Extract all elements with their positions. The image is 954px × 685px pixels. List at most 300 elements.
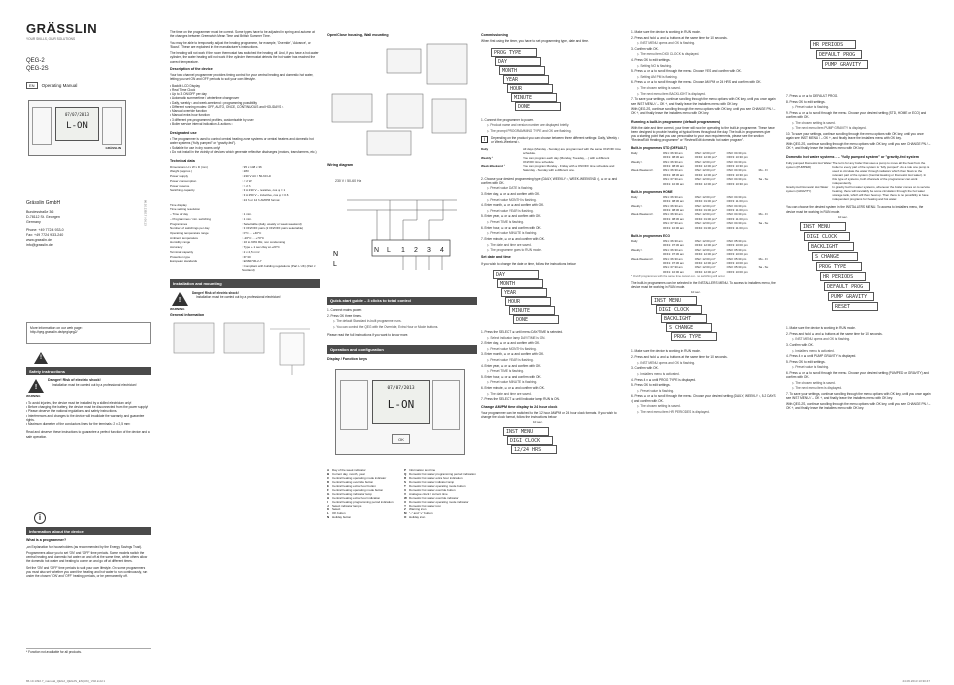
list-item: 3. Confirm with OK. — [631, 46, 659, 51]
info-device-p1: „an Explanation for householders (as recommended by the Energy Savings Trust). — [26, 544, 143, 549]
quick-start-steps — [327, 308, 477, 329]
device-left-panel — [32, 107, 52, 145]
model-name-1: QEG-2 — [26, 58, 45, 64]
key-letter: L — [327, 511, 329, 516]
programme-cell: Sa - Su — [758, 265, 769, 270]
key-description: Analogue clock / current time — [409, 491, 448, 496]
menu-item: BACKLIGHT — [661, 314, 707, 323]
installer-menu-diagram — [631, 291, 776, 349]
intro-p3: The heating will not work if the room thermostat has switched the heating off. And, if you have a hot-water cylinder, the water heating will not work if the cylinder thermostat detects the hot water has reached the correct temperature. — [170, 51, 319, 64]
terminal-n: N — [374, 246, 380, 254]
footer-right: 24.06.2013 13:30:47 — [902, 679, 930, 683]
key-description: Central heating operating mode indicator — [332, 475, 387, 480]
programme-cell: OFF2: 12:00 pm* — [694, 181, 717, 186]
eco-programme-title: Built-in programmes ECO — [631, 233, 670, 238]
key-letter: Q — [404, 471, 407, 476]
list-item: • To avoid injuries, the device must be installed by a skilled electrician only! — [26, 401, 151, 405]
brand-logo — [26, 20, 97, 41]
pump-gravity-menu-diagram — [786, 216, 931, 326]
programme-cell: Daily — [631, 238, 638, 243]
company-block — [26, 200, 64, 248]
device-illustration-large — [335, 369, 465, 455]
general-info-illustration — [170, 319, 315, 379]
menu-item: MONTH — [497, 279, 543, 288]
type-description: You can program Monday - Friday with a ON/OFF time schedule and Saturday - Sunday with a different one. — [523, 164, 615, 173]
programme-cell: ON2: 12:00 pm* — [694, 203, 716, 208]
set-date-time-intro: If you wish to change the date or time, follow the instructions below: — [481, 261, 577, 266]
key-letter: B — [327, 471, 330, 476]
list-item: ▷ You can control the QEG with the Override, Extra Hour or Mode buttons. — [333, 325, 439, 329]
tech-value: : 1 min. — [242, 212, 252, 217]
tech-label: Power consumption — [170, 178, 197, 183]
programme-cell: Week-Weekend ¹ — [631, 212, 654, 217]
type-name: Daily — [481, 146, 489, 151]
device-lcd-large — [372, 380, 430, 424]
info-device-p3: Set the 'ON' and 'OFF' time periods to suit your own lifestyle. On some programmers you must also set whether you want the heating and hot water to run continuously, run under the chosen 'ON' and 'OFF' heating periods, or be permanently off. — [26, 565, 148, 579]
function-keys-list — [327, 469, 477, 520]
key-letter: H — [327, 495, 330, 500]
programme-cell: ON3: 05:30 pm — [726, 265, 747, 270]
key-description: Domestic hot water icon — [409, 503, 442, 508]
key-description: Central heating override button — [332, 479, 374, 484]
key-letter: S — [404, 479, 407, 484]
programme-cell: Mo - Fr — [758, 212, 768, 217]
menu-item: DONE — [513, 315, 559, 324]
list-item: ▷ Preset value MINUTE is flashing. — [487, 380, 538, 385]
programme-cell: ON2: 12:00 pm* — [694, 265, 716, 270]
eco-programme-table — [631, 240, 776, 275]
list-item: 2. Press and hold ⊖ and ⊕ buttons at the same time for 10 seconds. — [631, 355, 728, 360]
tech-label — [170, 265, 242, 274]
menu-item: DIGI CLOCK — [656, 305, 702, 314]
safety-section — [26, 352, 151, 441]
list-item: 7. To save your settings, continue scrolling through the menu options with OK key, until you once again see INST MENU / – OK +, and finally leave the installers menu with OK key. — [786, 392, 931, 401]
device-brand-mark: GRÄSSLIN — [105, 146, 121, 151]
list-item: • Do not install in the vicinity of devices which generate reflective discharges (motors, transformers, etc.) — [170, 150, 320, 154]
type-description: You can program each day (Monday, Tuesday, ...) with a different ON/OFF time schedule — [523, 155, 610, 164]
warning-triangle-icon: ! — [34, 352, 48, 364]
list-item: 7. To save your settings, continue scrolling through the menu options with OK key, until you once again see INST MENU / – OK +, and finally leave the installers menu with OK key. — [631, 97, 776, 106]
device-left-buttons[interactable] — [340, 380, 368, 430]
type-name: Week-Weekend ¹ — [481, 164, 505, 169]
info-device-section — [26, 512, 151, 581]
programme-cell: Mo - Fr — [758, 256, 768, 261]
key-letter: E — [327, 483, 330, 488]
list-item: ▷ Select indicator lamp DAY/TIME is ON. — [487, 335, 546, 340]
key-description: Domestic hot water operating mode button — [409, 483, 466, 488]
programme-cell: OFF3: 10:00 pm — [726, 269, 748, 274]
list-item: 3. Enter month, ⊖ or ⊕ and confirm with OK. — [481, 352, 545, 357]
programme-note: * On/off programmes with the same time cancel out - no switching will occur. — [631, 273, 726, 278]
more-info-text: More information on our web page: — [30, 326, 83, 330]
tech-value: : 2 x 2,5 mm² — [242, 249, 260, 254]
programme-cell: ON2: 12:00 pm* — [694, 177, 716, 182]
logo-tagline: YOUR SKILLS, OUR SOLUTIONS — [26, 37, 76, 42]
programme-cell: Weekly ¹ — [631, 159, 643, 164]
list-item: ▷ The chosen setting is saved. — [792, 380, 836, 385]
tech-table — [170, 165, 320, 273]
key-letter: V — [404, 491, 407, 496]
key-letter: Z — [404, 507, 406, 512]
date-time-menu-diagram — [481, 268, 621, 330]
warning-label: WARNING — [170, 306, 185, 311]
key-letter: Y — [404, 503, 407, 508]
menu-item: RESET — [832, 302, 878, 311]
key-letter: N — [327, 515, 330, 520]
key-description: Domestic hot water extra hour indication — [409, 475, 463, 480]
programme-cell: ON2: 12:00 pm* — [694, 238, 716, 243]
info-device-question: What is a programmer? — [26, 538, 67, 543]
programme-cell: ON2: 12:00 pm* — [694, 212, 716, 217]
display-title: Display / Function keys — [327, 356, 367, 361]
tech-label: – Time of day — [170, 212, 189, 217]
dhw-table — [786, 161, 931, 202]
side-code: 86.10.1392.7 / 06.13 — [143, 200, 148, 226]
menu-item: DIGI CLOCK — [804, 232, 850, 241]
menu-item: HR PERIODS — [820, 272, 866, 281]
programme-cell: ON2: 12:00 pm* — [694, 168, 716, 173]
company-address-3: Germany — [26, 220, 41, 225]
tech-value: : 3 A 250 V ~ inductive, cos φ = 0.6 — [242, 193, 289, 198]
key-letter: J — [327, 503, 329, 508]
menu-item: S CHANGE — [666, 323, 712, 332]
footnote: * Function not available for all products. — [26, 648, 151, 654]
device-right-panel — [102, 107, 122, 145]
tech-label: Switching capacity — [170, 188, 195, 193]
use-list — [170, 137, 320, 154]
programme-cell: ON3: 04:30 pm — [726, 221, 747, 226]
terminal-l: L — [387, 246, 391, 254]
key-letter: K — [327, 507, 330, 512]
key-letter: G — [327, 491, 330, 496]
list-item: 3. Confirm with OK. — [786, 342, 814, 347]
default-prog-steps — [786, 94, 931, 150]
tech-label: Weight (approx.) — [170, 169, 193, 174]
programme-cell: OFF2: 01:00 pm* — [694, 199, 717, 204]
company-web-link[interactable]: www.grasslin.de — [26, 238, 52, 243]
tech-label: Protection type — [170, 254, 191, 259]
terminal-3: 3 — [427, 246, 431, 254]
menu-item: BACKLIGHT — [808, 242, 854, 251]
wiring-diagram — [327, 170, 472, 290]
list-item: 2. Choose your desired programming type (DAILY, WEEKLY ¹, WEEK-WEEKEND ¹), ⊖ or ⊕ and confirm with OK. — [481, 176, 618, 185]
lcd-date: 07/07/2013 — [387, 385, 415, 391]
wiring-n-label: N — [333, 250, 339, 258]
commissioning-steps-1 — [481, 118, 621, 133]
display-figure — [327, 363, 477, 469]
list-item: • Automatic summertime / wintertime changeover — [170, 96, 320, 100]
company-fax: Fax: +49 7724 933-240 — [26, 233, 64, 238]
column-4 — [481, 0, 621, 685]
info-device-title: Information about the device — [26, 527, 151, 535]
device-right-buttons[interactable] — [432, 380, 460, 430]
pump-gravity-steps — [786, 326, 931, 410]
programme-cell: ON2: 12:00 pm* — [694, 256, 716, 261]
list-item: 7. Enter minute, ⊖ or ⊕ and confirm with OK. — [481, 236, 545, 241]
note-text: Depending on the product you can choose between three different settings: Daily, Weekly ¹ or Week-Weekend ¹. — [491, 136, 619, 145]
list-item: ▷ The date and time are saved. — [487, 391, 532, 396]
info-icon: i — [34, 512, 46, 524]
list-item: 3. Enter day, ⊖ or ⊕ and confirm with OK. — [481, 192, 541, 197]
seconds-label: 10 sec. — [691, 290, 701, 295]
seconds-label: 10 sec. — [838, 215, 848, 220]
programme-cell: OFF3: 10:30 pm — [726, 155, 748, 160]
programme-cell: OFF3: 11:00 pm — [726, 216, 748, 221]
feature-list — [170, 84, 320, 126]
wiring-voltage-label: 230 V / 50-60 Hz — [335, 178, 362, 183]
programme-cell: OFF3: 11:00 pm — [726, 199, 748, 204]
key-description: Holiday icon — [409, 515, 426, 520]
tech-label: Operating temperature range — [170, 230, 209, 235]
programme-cell: Mo - Fr — [758, 168, 768, 173]
key-description: OK button — [332, 511, 346, 516]
tech-value: : Type + 1 sec./day at +20°C — [242, 245, 280, 250]
set-date-time-steps — [481, 330, 621, 402]
programme-cell: OFF2: 12:00 pm* — [694, 172, 717, 177]
list-item: • Before changing the battery, the device must be disconnected from the power supply! — [26, 405, 151, 409]
menu-item: DEFAULT PROG — [824, 282, 870, 291]
key-description: Day of the week indicator — [332, 467, 366, 472]
programme-cell: Sa - Su — [758, 221, 769, 226]
tech-label: Dimensions H x W x D (mm) — [170, 164, 208, 169]
programme-cell: OFF3: 11:00 pm — [726, 225, 748, 230]
programme-cell: ON3: 04:30 pm — [726, 177, 747, 182]
programme-cell: ON2: 12:00 pm* — [694, 247, 716, 252]
key-description: Central heating programming period indication — [332, 499, 394, 504]
more-info-link[interactable]: http://qeg.grasslin.de/qeg/qeg2/ — [30, 330, 78, 335]
column-2 — [170, 0, 320, 685]
programme-cell: Weekly ¹ — [631, 203, 643, 208]
menu-item: MINUTE — [509, 306, 555, 315]
tech-label: Time display — [170, 202, 187, 207]
set-date-time-title: Set date and time — [481, 255, 511, 260]
model-block — [26, 58, 49, 74]
install-warning-text: Installation must be carried out by a professional electrician! — [196, 294, 281, 299]
programme-cell: OFF2: 12:00 pm* — [694, 269, 717, 274]
installer-menu-intro: The built-in programmes can be selected in the INSTALLERS MENU. To access to installers menu, the device must be working in RUN mode. — [631, 280, 776, 290]
key-letter: W — [404, 495, 407, 500]
programme-cell: Daily — [631, 150, 638, 155]
tech-title: Technical data — [170, 159, 195, 164]
key-letter: X — [404, 499, 407, 504]
list-item: ▷ The next menu item BACKLIGHT is displayed. — [637, 91, 706, 96]
tech-label: Power supply — [170, 174, 189, 179]
seconds-label: 10 sec. — [533, 420, 543, 425]
column-3 — [327, 0, 477, 685]
programme-cell: OFF1: 10:00 am — [662, 181, 684, 186]
key-description: Central heating indicator lamp — [332, 491, 372, 496]
list-item: 4. Press 4 x ⊕ until PROG TYPE is displayed. — [631, 377, 696, 382]
tech-value: : 230 V AC / 50-60 Hz — [242, 174, 272, 179]
key-description: "–" and "+" button — [409, 511, 433, 516]
list-item: 8. Press OK to edit settings. — [786, 99, 826, 104]
company-email-link[interactable]: info@grasslin.de — [26, 243, 53, 248]
list-item: ▷ Preset value MINUTE is flashing. — [487, 231, 538, 236]
menu-item: DAY — [495, 57, 541, 66]
key-description: Domestic hot water indicator lamp — [409, 479, 455, 484]
menu-item: S CHANGE — [812, 252, 858, 261]
menu-item: HR PERIODS — [810, 40, 856, 49]
company-address-1: Bundesstraße 36 — [26, 210, 54, 214]
programme-cell: ON3: 04:30 pm — [726, 212, 747, 217]
programme-cell: ON1: 06:30 am — [662, 247, 683, 252]
company-name: Grässlin GmbH — [26, 200, 61, 206]
list-item: 5. Press OK to edit settings. — [631, 383, 671, 388]
tech-value: : EN60730-2-7 — [242, 259, 262, 264]
list-item: ▷ Preset TIME is flashing. — [487, 369, 524, 374]
key-letter: F — [327, 487, 329, 492]
programme-cell: OFF3: 10:00 pm — [726, 243, 748, 248]
open-housing-title: Open/Close housing, Wall mounting — [327, 33, 389, 37]
home-programme-title: Built-in programmes HOME — [631, 189, 673, 194]
list-item: • Manual extra hour function — [170, 113, 320, 117]
key-description: Domestic hot water override indicator — [409, 495, 459, 500]
list-item: • Backlit LCD Display — [170, 84, 320, 88]
programme-cell: ON1: 06:30 am — [662, 168, 683, 173]
more-info-box — [26, 322, 151, 344]
terminal-1: 1 — [401, 246, 405, 254]
lcd-status: L-ON — [66, 121, 88, 132]
install-warning-title: Danger! Risk of electric shock! — [192, 290, 239, 295]
menu-item: HOUR — [505, 297, 551, 306]
programme-cell: ON1: 06:30 am — [662, 256, 683, 261]
key-description: Warning icon — [409, 507, 427, 512]
list-item: ▷ The default Standard in-built programme runs. — [333, 319, 402, 324]
programme-cell: ON3: 04:30 pm — [726, 159, 747, 164]
programme-cell: OFF2: 12:00 pm* — [694, 252, 717, 257]
programme-cell: OFF3: 11:00 pm — [726, 208, 748, 213]
menu-item: DAY — [493, 270, 539, 279]
list-item: 5. Enter year, ⊖ or ⊕ and confirm with OK. — [481, 214, 542, 219]
company-address-2: D-78112 St. Georgen — [26, 215, 60, 220]
list-item: ▷ The next menu item is displayed. — [792, 386, 842, 391]
list-item: ▷ The chosen setting is saved. — [792, 120, 836, 125]
key-description: Central heating extra hour indication — [332, 495, 381, 500]
menu-item: YEAR — [501, 288, 547, 297]
dhw-system-name: Gravity-fed Domestic Hot Water system (GRAVITY) — [786, 185, 829, 194]
programme-cell: ON3: 05:30 pm — [726, 247, 747, 252]
tech-value: : > 2 h — [242, 183, 251, 188]
list-item: 6. Press ⊖ or ⊕ to scroll through the menu. Choose your desired setting (DAILY, WEEKLY ¹, 5-2 DAYS ¹) and confirm with OK. — [631, 394, 776, 403]
dhw-title: Domestic hot water systems - – "fully pumped system" or "gravity-fed system — [786, 155, 919, 160]
general-info-title: General information — [170, 312, 205, 317]
key-description: Central heating extra hour button — [332, 483, 376, 488]
desc-text: Your two channel programmer provides timing control for your central heating and domestic hot water, letting you set ON and OFF periods to suit your own lifestyle. — [170, 73, 314, 82]
list-item: • Suitable for use in dry rooms only! — [170, 146, 320, 150]
programme-cell: ON1: 07:30 am — [662, 265, 683, 270]
list-item: 2. Press and hold ⊖ and ⊕ buttons at the same time for 10 seconds. — [631, 35, 728, 40]
language-badge: EN — [26, 82, 38, 89]
programme-cell: ON1: 06:30 am — [662, 238, 683, 243]
programme-cell — [631, 226, 663, 230]
list-item: ▷ Setting NO is flashing. — [637, 63, 672, 68]
tech-label: Power reserve — [170, 183, 190, 188]
builtin-programme-title: Running a built-in programme (default programmes) — [631, 119, 721, 124]
tech-label: Ambient temperature — [170, 235, 199, 240]
key-description: Information text line — [409, 467, 436, 472]
home-programme-table — [631, 196, 776, 231]
list-item: 5. Press OK to edit settings. — [786, 359, 826, 364]
tech-label: Terminal capacity — [170, 249, 194, 254]
key-description: Select indicator lamps — [332, 503, 362, 508]
list-item: ▷ The next menu item HR PERIODES is displayed. — [637, 409, 710, 414]
programme-cell: OFF3: 10:30 pm — [726, 181, 748, 186]
list-item: 1. Make sure the device is working in RUN mode. — [786, 326, 856, 331]
type-name: Weekly ¹ — [481, 155, 494, 160]
programme-cell: OFF1: 08:30 am — [662, 216, 684, 221]
list-item: ▷ INST MENU opens and OK is flashing. — [637, 360, 696, 365]
list-item: 4. Enter month, ⊖ or ⊕ and confirm with OK. — [481, 203, 545, 208]
list-item: ▷ INST MENU opens and OK is flashing. — [637, 41, 696, 46]
menu-item: MONTH — [499, 66, 545, 75]
footer-left: 86.10.1392.7_manual_QEG2_QEG2S_EN(UK)_V02.indd 1 — [26, 679, 106, 683]
tech-label: Programmes — [170, 221, 188, 226]
ok-button[interactable]: OK — [392, 434, 410, 444]
programme-cell: Week-Weekend ¹ — [631, 168, 654, 173]
list-item: ▷ Setting AM PM is flashing. — [637, 74, 678, 79]
programme-cell: ON1: 06:30 am — [662, 159, 683, 164]
use-title: Designated use — [170, 130, 197, 135]
menu-item: PUMP GRAVITY — [822, 60, 868, 69]
table-row — [631, 226, 776, 230]
tech-value: : IP 30 — [242, 254, 251, 259]
programme-cell: ON3: 05:30 pm — [726, 238, 747, 243]
tech-label: Accuracy — [170, 245, 183, 250]
tech-label: Number of switchings per day — [170, 226, 210, 231]
list-item: 7. Press the SELECT ⊕ until indicator lamp RUN is ON. — [481, 397, 560, 402]
std-programme-table — [631, 151, 776, 186]
tech-value: : -20°C ... +70°C — [242, 235, 264, 240]
programme-cell: Daily — [631, 194, 638, 199]
key-description: Domestic hot water programming period indication — [409, 471, 476, 476]
commissioning-title: Commissioning — [481, 33, 508, 37]
list-item: ▷ The next menu item PUMP GRAVITY is displayed. — [792, 126, 867, 131]
warning-title: Danger! Risk of electric shock! — [48, 378, 101, 383]
list-item: ▷ Preset TIME is flashing. — [487, 220, 524, 225]
menu-item: PROG TYPE — [671, 332, 717, 341]
key-letter: I — [327, 499, 328, 504]
programme-cell: ON3: 04:30 pm — [726, 168, 747, 173]
builtin-programme-text: With the date and time correct, your timer will now be operating to the built-in programme. These have been designed to provide heating at typical times throughout the day. The built-in programmes give you a starting point that you can personalise to your own requirements, please see the section “Review/Edit Heating programme” or “Review/Edit domestic hot water program”. — [631, 125, 775, 143]
language-row — [26, 82, 77, 89]
list-item: ▷ The programme goes to RUN mode. — [487, 248, 542, 253]
list-item: • Please observe the national regulations and safety instructions. — [26, 409, 151, 413]
list-item: • Different running modes: OFF, AUTO, ONCE, CONTINUOUS and HOLIDAYS ¹ — [170, 105, 320, 109]
note-block — [481, 136, 621, 144]
programme-cell — [759, 182, 776, 186]
tech-value: : 1 min. — [242, 216, 252, 221]
device-illustration — [28, 100, 126, 156]
dhw-after: You can choose the desired system in the INSTALLERS MENU. To access to installers menu, the device must be working in RUN mode. — [786, 205, 924, 214]
key-letter: O — [404, 515, 407, 520]
programme-cell: ON3: 04:30 pm — [726, 203, 747, 208]
logo-text: GRÄSSLIN — [26, 21, 98, 36]
list-item: 4. Press 4 x ⊕ until PUMP GRAVITY is displayed. — [786, 354, 857, 359]
menu-item: HOUR — [507, 84, 553, 93]
list-item: 1. Press the SELECT ⊕ until menu DAY/TIME is selected. — [481, 329, 563, 334]
programme-cell: ON1: 07:30 am — [662, 221, 683, 226]
programme-cell — [759, 226, 776, 230]
list-item: • Maximum diameter of the conductors lines for the terminals: 2 x 2,5 mm² — [26, 422, 151, 426]
menu-item: INST MENU — [503, 427, 549, 436]
menu-item: DEFAULT PROG — [816, 50, 862, 59]
device-lcd — [55, 107, 99, 141]
tech-value: : 10 to 90% RH, non condensing — [242, 240, 286, 245]
list-item: 6. Press ⊖ or ⊕ to scroll through the menu. Choose your desired setting (PUMPED or GRAVITY) and confirm with OK. — [786, 370, 929, 380]
key-letter: R — [404, 475, 407, 480]
programme-cell: OFF1: 10:00 am — [662, 225, 684, 230]
intro-p2: You may be able to temporarily adjust the heating programme, for example, 'Override', 'Advance', or 'Boost'. These are explained in the manufacturer's instructions. — [170, 40, 311, 49]
